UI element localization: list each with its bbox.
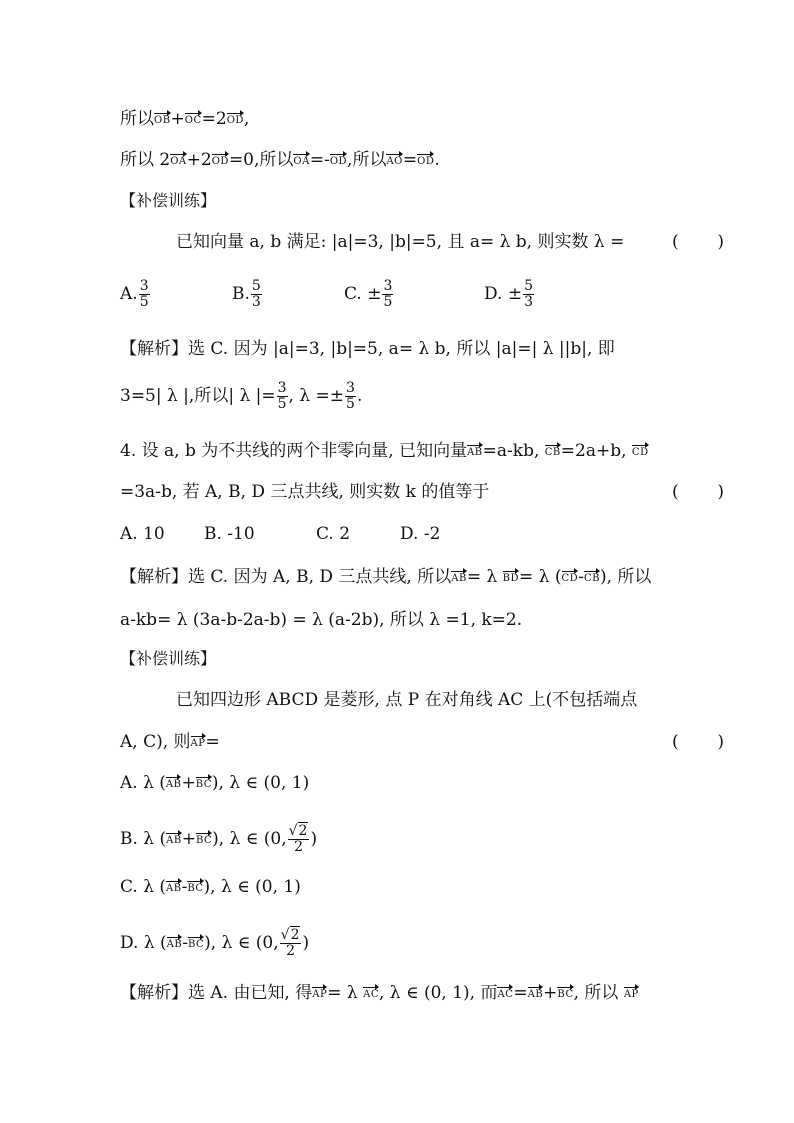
vector-oc: OC	[185, 111, 202, 126]
text: +	[181, 829, 196, 849]
answer-bracket	[672, 481, 724, 503]
fraction	[139, 279, 150, 310]
fraction	[277, 381, 288, 412]
vector-ob: OB	[154, 111, 171, 126]
text: 所以 2	[120, 150, 171, 170]
vector-od: OD	[227, 111, 244, 126]
text: ), λ ∈ (0,	[212, 829, 287, 849]
vector-ab: AB	[167, 935, 183, 950]
text: -	[578, 567, 584, 587]
text: D. λ (	[120, 933, 167, 953]
question-4-line-2: =3a-b, 若 A, B, D 三点共线, 则实数 k 的值等于	[120, 482, 490, 502]
vector-bc: BC	[196, 775, 212, 790]
fraction	[345, 381, 356, 412]
text: -	[182, 933, 188, 953]
fraction	[251, 279, 262, 310]
bracket-left: (	[672, 732, 679, 752]
radicand: 2	[290, 927, 300, 943]
section-heading: 【补偿训练】	[120, 649, 217, 668]
text: , λ =±	[288, 386, 345, 406]
option-b[interactable]	[120, 824, 734, 855]
answer-bracket	[672, 731, 724, 753]
text: B. λ (	[120, 829, 167, 849]
option-label: A.	[120, 284, 138, 304]
text: ,	[243, 109, 250, 129]
denominator: 3	[524, 294, 533, 310]
vector-od: OD	[212, 152, 229, 167]
vector-cb: CB	[545, 443, 561, 458]
question-text: 已知四边形 ABCD 是菱形, 点 P 在对角线 AC 上(不包括端点	[176, 690, 638, 710]
text: )	[310, 829, 318, 849]
text: +	[181, 773, 196, 793]
option-c[interactable]: C. 2	[316, 524, 351, 544]
solution-5	[120, 982, 734, 1004]
fraction	[382, 279, 393, 310]
solution-text-2	[120, 381, 734, 412]
text: ), 所以	[599, 567, 652, 587]
radicand: 2	[298, 823, 308, 839]
question-text: 已知向量 a, b 满足: |a|=3, |b|=5, 且 a= λ b, 则实数 λ =	[176, 232, 625, 252]
vector-bc: BC	[187, 879, 203, 894]
text: +2	[186, 150, 212, 170]
vector-bc: BC	[188, 935, 204, 950]
text: ), λ ∈ (0,	[204, 933, 279, 953]
option-label: C. ±	[344, 284, 382, 304]
bracket-right: )	[717, 482, 724, 502]
vector-bc: BC	[557, 985, 573, 1000]
text: , λ ∈ (0, 1), 而	[378, 983, 498, 1003]
bracket-left: (	[672, 482, 679, 502]
denominator: 5	[383, 294, 393, 310]
text: +	[170, 109, 185, 129]
vector-cd: CD	[632, 443, 649, 458]
text: 3=5| λ |,所以| λ |=	[120, 386, 276, 406]
option-d[interactable]	[120, 928, 734, 959]
text: , 所以	[573, 983, 619, 1003]
text: 【解析】选 A. 由已知, 得	[120, 983, 313, 1003]
vector-oa: OA	[170, 152, 186, 167]
option-c[interactable]	[344, 279, 394, 310]
section-heading: 【补偿训练】	[120, 191, 217, 210]
text: 【解析】选 C. 因为 A, B, D 三点共线, 所以	[120, 567, 452, 587]
vector-ab: AB	[166, 831, 182, 846]
text: ,所以	[347, 150, 387, 170]
fraction	[523, 279, 534, 310]
text: =	[402, 150, 418, 170]
vector-od: OD	[417, 152, 434, 167]
text: .	[434, 150, 440, 170]
denominator: 5	[346, 396, 355, 412]
option-d[interactable]	[484, 279, 535, 310]
text: A. λ (	[120, 773, 166, 793]
fraction	[288, 824, 310, 855]
option-b[interactable]: B. -10	[204, 524, 255, 544]
denominator: 3	[251, 294, 261, 310]
option-d[interactable]: D. -2	[400, 524, 441, 544]
bracket-right: )	[717, 732, 724, 752]
bracket-right: )	[717, 232, 724, 252]
numerator: 3	[383, 278, 393, 294]
text: ), λ ∈ (0, 1)	[203, 877, 301, 897]
text: 所以	[120, 109, 154, 129]
option-a[interactable]: A. 10	[120, 524, 165, 544]
bracket-left: (	[672, 232, 679, 252]
vector-ab: AB	[528, 985, 544, 1000]
vector-ab: AB	[166, 879, 182, 894]
vector-ap: AP	[312, 985, 327, 1000]
numerator: 3	[139, 278, 149, 294]
vector-ab: AB	[166, 775, 182, 790]
denominator: 5	[277, 396, 287, 412]
text: 4. 设 a, b 为不共线的两个非零向量, 已知向量	[120, 441, 468, 461]
question-4	[120, 440, 734, 462]
question-text-2	[120, 731, 734, 753]
text: =-	[309, 150, 330, 170]
text: = λ	[327, 983, 358, 1003]
numerator: 5	[524, 278, 533, 294]
numerator	[288, 824, 310, 840]
vector-ap: AP	[624, 985, 639, 1000]
denominator: 5	[139, 294, 149, 310]
text: =a-kb,	[482, 441, 540, 461]
vector-od: OD	[330, 152, 347, 167]
option-b[interactable]	[232, 279, 263, 310]
vector-ac: AC	[497, 985, 513, 1000]
line-2	[120, 149, 734, 171]
line-1	[120, 108, 734, 130]
numerator: 3	[277, 380, 287, 396]
numerator: 3	[346, 380, 355, 396]
text: +	[543, 983, 558, 1003]
vector-ap: AP	[191, 734, 206, 749]
text: = λ (	[519, 567, 562, 587]
vector-cd: CD	[562, 569, 579, 584]
text: =	[513, 983, 528, 1003]
vector-bd: BD	[503, 569, 519, 584]
vector-ab: AB	[467, 443, 483, 458]
text: =2	[201, 109, 227, 129]
sqrt-sign: √2	[288, 823, 308, 839]
text: ), λ ∈ (0, 1)	[211, 773, 310, 793]
vector-cb: CB	[584, 569, 600, 584]
numerator	[280, 928, 302, 944]
vector-ao: AO	[386, 152, 402, 167]
text: .	[356, 386, 363, 406]
vector-bc: BC	[196, 831, 212, 846]
text: A, C), 则	[120, 732, 191, 752]
text: =	[205, 732, 220, 752]
numerator: 5	[251, 278, 261, 294]
vector-oa: OA	[293, 152, 309, 167]
text: C. λ (	[120, 877, 167, 897]
solution-text: 【解析】选 C. 因为 |a|=3, |b|=5, a= λ b, 所以 |a|=| λ ||b|, 即	[120, 339, 615, 359]
fraction	[280, 928, 302, 959]
option-a[interactable]	[120, 772, 734, 794]
denominator: 2	[294, 839, 303, 855]
answer-bracket	[672, 231, 724, 253]
text: )	[302, 933, 310, 953]
option-label: D. ±	[484, 284, 523, 304]
text: = λ	[466, 567, 498, 587]
option-label: B.	[232, 284, 250, 304]
denominator: 2	[286, 943, 296, 959]
option-a[interactable]	[120, 279, 151, 310]
vector-ac: AC	[363, 985, 379, 1000]
sqrt-sign: √2	[280, 927, 300, 943]
text: -	[181, 877, 188, 897]
solution-4-line-2: a-kb= λ (3a-b-2a-b) = λ (a-2b), 所以 λ =1, k=2.	[120, 610, 523, 630]
vector-ab: AB	[451, 569, 467, 584]
option-c[interactable]	[120, 876, 734, 898]
solution-4	[120, 566, 734, 588]
text: =0,所以	[228, 150, 294, 170]
text: =2a+b,	[560, 441, 627, 461]
